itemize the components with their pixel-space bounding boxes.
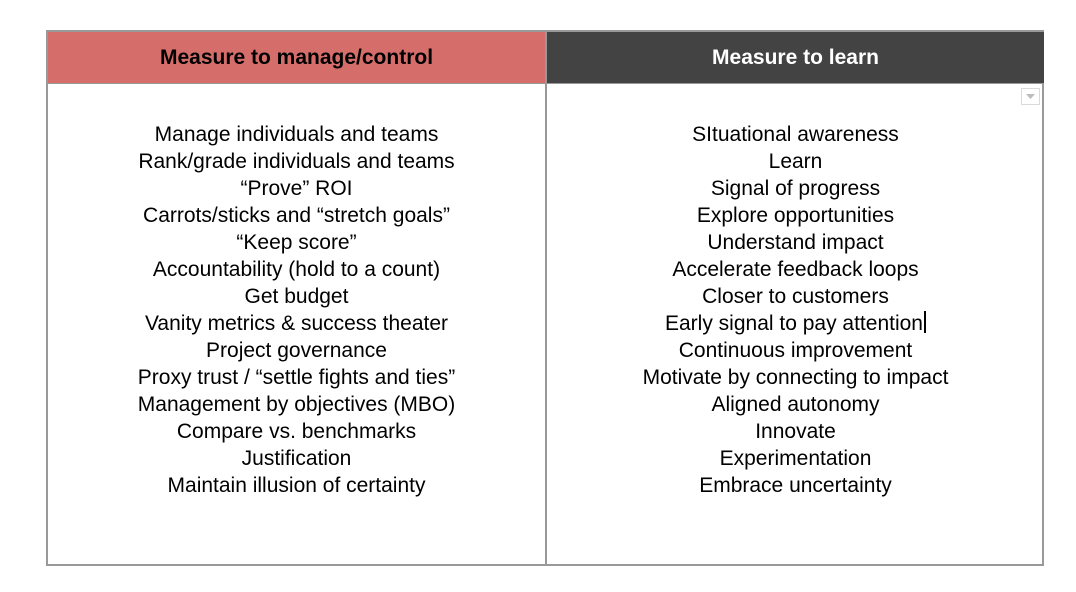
list-item: Vanity metrics & success theater xyxy=(144,312,449,335)
dropdown-arrow-icon[interactable] xyxy=(1021,88,1040,105)
list-item-with-cursor[interactable] xyxy=(547,310,1044,337)
list-item: Compare vs. benchmarks xyxy=(176,420,417,443)
list-item: Proxy trust / “settle fights and ties” xyxy=(137,366,456,389)
list-item: Continuous improvement xyxy=(678,339,913,362)
list-item: Signal of progress xyxy=(710,177,881,200)
learn-items-list xyxy=(547,121,1044,499)
list-item: Maintain illusion of certainty xyxy=(167,474,426,497)
list-item: Motivate by connecting to impact xyxy=(642,366,949,389)
header-measure-to-manage[interactable] xyxy=(48,32,545,83)
list-item: Accountability (hold to a count) xyxy=(152,258,441,281)
list-item: SItuational awareness xyxy=(692,123,899,146)
list-item: Embrace uncertainty xyxy=(699,474,892,497)
list-item: “Keep score” xyxy=(236,231,357,254)
list-item: Justification xyxy=(241,447,352,470)
list-item: Explore opportunities xyxy=(696,204,895,227)
list-item: Experimentation xyxy=(719,447,872,470)
list-item: Understand impact xyxy=(707,231,884,254)
list-item: Learn xyxy=(768,150,823,173)
list-item: Closer to customers xyxy=(702,285,889,308)
comparison-table xyxy=(46,30,1044,566)
list-item: Get budget xyxy=(244,285,349,308)
cell-learn-list[interactable] xyxy=(547,84,1044,564)
list-item: Aligned autonomy xyxy=(711,393,880,416)
header-left-label: Measure to manage/control xyxy=(159,45,434,69)
list-item: Project governance xyxy=(206,339,387,362)
cell-manage-list[interactable] xyxy=(48,84,545,564)
list-item: “Prove” ROI xyxy=(240,177,353,200)
list-item: Rank/grade individuals and teams xyxy=(138,150,455,173)
header-right-label: Measure to learn xyxy=(712,45,879,69)
list-item: Carrots/sticks and “stretch goals” xyxy=(143,204,450,227)
list-item: Accelerate feedback loops xyxy=(672,258,919,281)
text-cursor xyxy=(924,311,926,333)
list-item: Manage individuals and teams xyxy=(154,123,439,146)
header-measure-to-learn[interactable] xyxy=(547,32,1044,83)
list-item: Management by objectives (MBO) xyxy=(137,393,456,416)
list-item: Innovate xyxy=(755,420,836,443)
manage-items-list xyxy=(48,121,545,499)
list-item-text: Early signal to pay attention xyxy=(665,312,923,335)
